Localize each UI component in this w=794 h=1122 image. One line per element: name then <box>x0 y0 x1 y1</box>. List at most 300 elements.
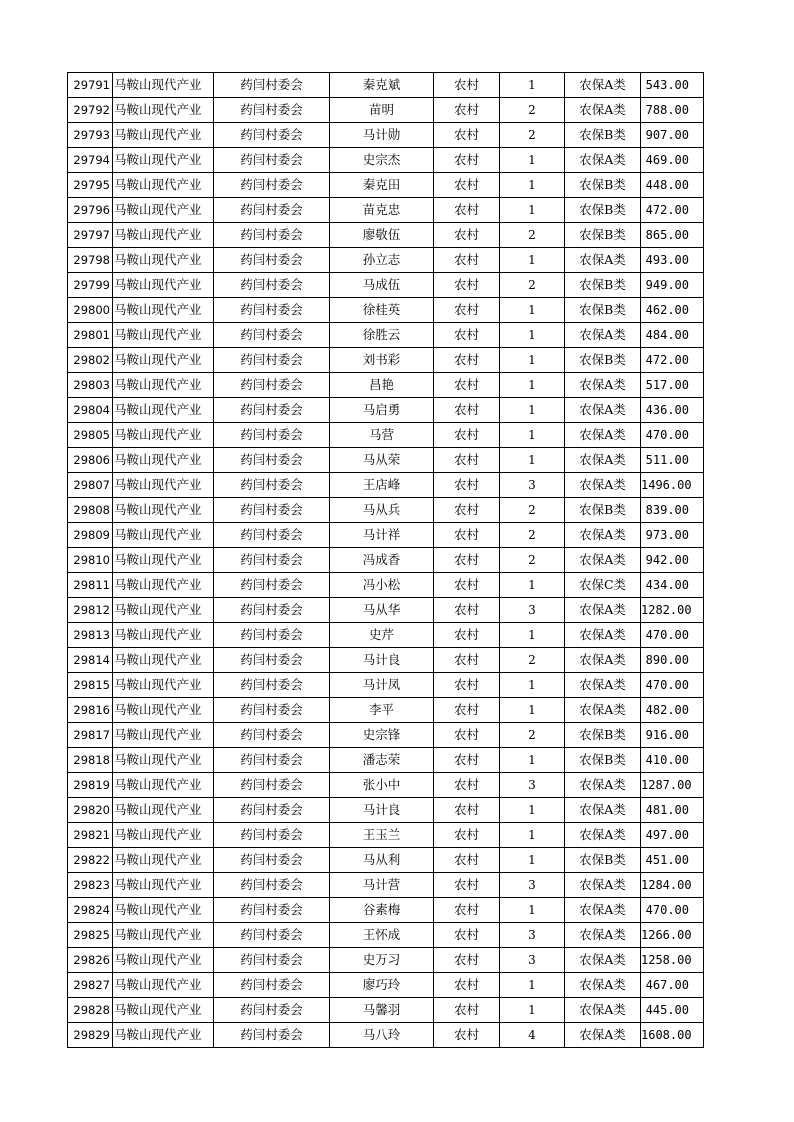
name-cell: 马营 <box>330 423 434 448</box>
table-row <box>68 823 704 848</box>
household-type-cell: 农村 <box>434 398 500 423</box>
household-type-cell: 农村 <box>434 523 500 548</box>
record-id: 29820 <box>68 798 113 823</box>
household-type-cell: 农村 <box>434 123 500 148</box>
name-cell: 廖巧玲 <box>330 973 434 998</box>
name-cell: 王玉兰 <box>330 823 434 848</box>
record-id: 29810 <box>68 548 113 573</box>
category-cell: 农保A类 <box>565 98 641 123</box>
table-row <box>68 373 704 398</box>
amount-cell: 462.00 <box>641 298 704 323</box>
table-row <box>68 398 704 423</box>
name-cell: 马从华 <box>330 598 434 623</box>
township-cell: 马鞍山现代产业 <box>113 773 214 798</box>
record-id: 29827 <box>68 973 113 998</box>
category-cell: 农保A类 <box>565 1023 641 1048</box>
category-cell: 农保B类 <box>565 298 641 323</box>
table-row <box>68 298 704 323</box>
village-committee-cell: 药闫村委会 <box>214 898 330 923</box>
category-cell: 农保A类 <box>565 523 641 548</box>
household-type-cell: 农村 <box>434 723 500 748</box>
amount-cell: 470.00 <box>641 898 704 923</box>
township-cell: 马鞍山现代产业 <box>113 573 214 598</box>
household-type-cell: 农村 <box>434 823 500 848</box>
roster-table <box>67 72 704 1048</box>
household-type-cell: 农村 <box>434 73 500 98</box>
table-row <box>68 73 704 98</box>
amount-cell: 445.00 <box>641 998 704 1023</box>
member-count-cell: 2 <box>500 273 565 298</box>
category-cell: 农保C类 <box>565 573 641 598</box>
record-id: 29798 <box>68 248 113 273</box>
table-row <box>68 473 704 498</box>
household-type-cell: 农村 <box>434 248 500 273</box>
category-cell: 农保B类 <box>565 198 641 223</box>
table-row <box>68 273 704 298</box>
name-cell: 张小中 <box>330 773 434 798</box>
record-id: 29818 <box>68 748 113 773</box>
member-count-cell: 2 <box>500 523 565 548</box>
amount-cell: 1266.00 <box>641 923 704 948</box>
table-row <box>68 423 704 448</box>
village-committee-cell: 药闫村委会 <box>214 123 330 148</box>
record-id: 29819 <box>68 773 113 798</box>
household-type-cell: 农村 <box>434 948 500 973</box>
category-cell: 农保B类 <box>565 173 641 198</box>
record-id: 29817 <box>68 723 113 748</box>
table-row <box>68 648 704 673</box>
member-count-cell: 1 <box>500 298 565 323</box>
category-cell: 农保A类 <box>565 798 641 823</box>
township-cell: 马鞍山现代产业 <box>113 373 214 398</box>
name-cell: 潘志荣 <box>330 748 434 773</box>
township-cell: 马鞍山现代产业 <box>113 248 214 273</box>
member-count-cell: 3 <box>500 873 565 898</box>
name-cell: 谷素梅 <box>330 898 434 923</box>
village-committee-cell: 药闫村委会 <box>214 423 330 448</box>
name-cell: 马八玲 <box>330 1023 434 1048</box>
village-committee-cell: 药闫村委会 <box>214 73 330 98</box>
village-committee-cell: 药闫村委会 <box>214 173 330 198</box>
household-type-cell: 农村 <box>434 298 500 323</box>
category-cell: 农保B类 <box>565 748 641 773</box>
table-row <box>68 673 704 698</box>
category-cell: 农保A类 <box>565 998 641 1023</box>
amount-cell: 517.00 <box>641 373 704 398</box>
household-type-cell: 农村 <box>434 673 500 698</box>
record-id: 29825 <box>68 923 113 948</box>
household-type-cell: 农村 <box>434 773 500 798</box>
amount-cell: 481.00 <box>641 798 704 823</box>
township-cell: 马鞍山现代产业 <box>113 598 214 623</box>
name-cell: 李平 <box>330 698 434 723</box>
category-cell: 农保A类 <box>565 923 641 948</box>
table-row <box>68 573 704 598</box>
name-cell: 秦克斌 <box>330 73 434 98</box>
amount-cell: 1496.00 <box>641 473 704 498</box>
household-type-cell: 农村 <box>434 448 500 473</box>
household-type-cell: 农村 <box>434 598 500 623</box>
table-row <box>68 598 704 623</box>
roster-body <box>68 73 704 1048</box>
table-row <box>68 123 704 148</box>
member-count-cell: 2 <box>500 498 565 523</box>
record-id: 29813 <box>68 623 113 648</box>
name-cell: 昌艳 <box>330 373 434 398</box>
record-id: 29802 <box>68 348 113 373</box>
household-type-cell: 农村 <box>434 698 500 723</box>
table-row <box>68 798 704 823</box>
record-id: 29815 <box>68 673 113 698</box>
member-count-cell: 3 <box>500 598 565 623</box>
category-cell: 农保B类 <box>565 848 641 873</box>
amount-cell: 469.00 <box>641 148 704 173</box>
amount-cell: 467.00 <box>641 973 704 998</box>
name-cell: 秦克田 <box>330 173 434 198</box>
village-committee-cell: 药闫村委会 <box>214 873 330 898</box>
amount-cell: 410.00 <box>641 748 704 773</box>
member-count-cell: 2 <box>500 723 565 748</box>
table-row <box>68 623 704 648</box>
member-count-cell: 1 <box>500 323 565 348</box>
category-cell: 农保A类 <box>565 448 641 473</box>
name-cell: 史宗锋 <box>330 723 434 748</box>
record-id: 29804 <box>68 398 113 423</box>
township-cell: 马鞍山现代产业 <box>113 673 214 698</box>
household-type-cell: 农村 <box>434 848 500 873</box>
amount-cell: 470.00 <box>641 623 704 648</box>
category-cell: 农保A类 <box>565 648 641 673</box>
member-count-cell: 1 <box>500 198 565 223</box>
table-row <box>68 498 704 523</box>
township-cell: 马鞍山现代产业 <box>113 848 214 873</box>
table-row <box>68 348 704 373</box>
household-type-cell: 农村 <box>434 923 500 948</box>
record-id: 29794 <box>68 148 113 173</box>
township-cell: 马鞍山现代产业 <box>113 523 214 548</box>
township-cell: 马鞍山现代产业 <box>113 898 214 923</box>
village-committee-cell: 药闫村委会 <box>214 273 330 298</box>
village-committee-cell: 药闫村委会 <box>214 973 330 998</box>
member-count-cell: 1 <box>500 573 565 598</box>
amount-cell: 484.00 <box>641 323 704 348</box>
category-cell: 农保B类 <box>565 498 641 523</box>
household-type-cell: 农村 <box>434 548 500 573</box>
township-cell: 马鞍山现代产业 <box>113 423 214 448</box>
village-committee-cell: 药闫村委会 <box>214 848 330 873</box>
household-type-cell: 农村 <box>434 473 500 498</box>
household-type-cell: 农村 <box>434 1023 500 1048</box>
category-cell: 农保A类 <box>565 623 641 648</box>
household-type-cell: 农村 <box>434 648 500 673</box>
amount-cell: 1284.00 <box>641 873 704 898</box>
member-count-cell: 2 <box>500 648 565 673</box>
record-id: 29822 <box>68 848 113 873</box>
household-type-cell: 农村 <box>434 623 500 648</box>
table-row <box>68 973 704 998</box>
table-row <box>68 848 704 873</box>
category-cell: 农保A类 <box>565 948 641 973</box>
amount-cell: 890.00 <box>641 648 704 673</box>
township-cell: 马鞍山现代产业 <box>113 448 214 473</box>
township-cell: 马鞍山现代产业 <box>113 698 214 723</box>
member-count-cell: 1 <box>500 73 565 98</box>
member-count-cell: 1 <box>500 748 565 773</box>
member-count-cell: 2 <box>500 123 565 148</box>
name-cell: 马计勋 <box>330 123 434 148</box>
amount-cell: 482.00 <box>641 698 704 723</box>
member-count-cell: 2 <box>500 98 565 123</box>
table-row <box>68 873 704 898</box>
member-count-cell: 1 <box>500 448 565 473</box>
record-id: 29793 <box>68 123 113 148</box>
village-committee-cell: 药闫村委会 <box>214 323 330 348</box>
table-row <box>68 548 704 573</box>
table-row <box>68 98 704 123</box>
township-cell: 马鞍山现代产业 <box>113 723 214 748</box>
category-cell: 农保A类 <box>565 423 641 448</box>
table-row <box>68 998 704 1023</box>
township-cell: 马鞍山现代产业 <box>113 548 214 573</box>
amount-cell: 973.00 <box>641 523 704 548</box>
township-cell: 马鞍山现代产业 <box>113 948 214 973</box>
name-cell: 徐胜云 <box>330 323 434 348</box>
village-committee-cell: 药闫村委会 <box>214 348 330 373</box>
township-cell: 马鞍山现代产业 <box>113 998 214 1023</box>
township-cell: 马鞍山现代产业 <box>113 173 214 198</box>
record-id: 29803 <box>68 373 113 398</box>
village-committee-cell: 药闫村委会 <box>214 798 330 823</box>
township-cell: 马鞍山现代产业 <box>113 273 214 298</box>
record-id: 29826 <box>68 948 113 973</box>
member-count-cell: 1 <box>500 148 565 173</box>
township-cell: 马鞍山现代产业 <box>113 398 214 423</box>
village-committee-cell: 药闫村委会 <box>214 598 330 623</box>
category-cell: 农保B类 <box>565 723 641 748</box>
member-count-cell: 4 <box>500 1023 565 1048</box>
member-count-cell: 1 <box>500 698 565 723</box>
table-row <box>68 948 704 973</box>
record-id: 29806 <box>68 448 113 473</box>
household-type-cell: 农村 <box>434 173 500 198</box>
township-cell: 马鞍山现代产业 <box>113 123 214 148</box>
category-cell: 农保A类 <box>565 548 641 573</box>
record-id: 29797 <box>68 223 113 248</box>
amount-cell: 497.00 <box>641 823 704 848</box>
record-id: 29800 <box>68 298 113 323</box>
category-cell: 农保A类 <box>565 248 641 273</box>
township-cell: 马鞍山现代产业 <box>113 823 214 848</box>
amount-cell: 448.00 <box>641 173 704 198</box>
township-cell: 马鞍山现代产业 <box>113 873 214 898</box>
record-id: 29807 <box>68 473 113 498</box>
village-committee-cell: 药闫村委会 <box>214 148 330 173</box>
table-row <box>68 773 704 798</box>
name-cell: 冯成香 <box>330 548 434 573</box>
member-count-cell: 3 <box>500 948 565 973</box>
amount-cell: 511.00 <box>641 448 704 473</box>
village-committee-cell: 药闫村委会 <box>214 998 330 1023</box>
table-row <box>68 723 704 748</box>
record-id: 29795 <box>68 173 113 198</box>
village-committee-cell: 药闫村委会 <box>214 648 330 673</box>
name-cell: 廖敬伍 <box>330 223 434 248</box>
name-cell: 马计凤 <box>330 673 434 698</box>
amount-cell: 472.00 <box>641 348 704 373</box>
amount-cell: 543.00 <box>641 73 704 98</box>
member-count-cell: 3 <box>500 773 565 798</box>
village-committee-cell: 药闫村委会 <box>214 373 330 398</box>
name-cell: 孙立志 <box>330 248 434 273</box>
township-cell: 马鞍山现代产业 <box>113 1023 214 1048</box>
category-cell: 农保A类 <box>565 148 641 173</box>
record-id: 29823 <box>68 873 113 898</box>
category-cell: 农保A类 <box>565 398 641 423</box>
record-id: 29828 <box>68 998 113 1023</box>
township-cell: 马鞍山现代产业 <box>113 798 214 823</box>
household-type-cell: 农村 <box>434 98 500 123</box>
record-id: 29812 <box>68 598 113 623</box>
member-count-cell: 2 <box>500 548 565 573</box>
household-type-cell: 农村 <box>434 373 500 398</box>
amount-cell: 451.00 <box>641 848 704 873</box>
table-row <box>68 748 704 773</box>
name-cell: 马从荣 <box>330 448 434 473</box>
household-type-cell: 农村 <box>434 423 500 448</box>
amount-cell: 1282.00 <box>641 598 704 623</box>
township-cell: 马鞍山现代产业 <box>113 298 214 323</box>
township-cell: 马鞍山现代产业 <box>113 148 214 173</box>
household-type-cell: 农村 <box>434 273 500 298</box>
member-count-cell: 1 <box>500 423 565 448</box>
table-row <box>68 698 704 723</box>
record-id: 29816 <box>68 698 113 723</box>
name-cell: 徐桂英 <box>330 298 434 323</box>
village-committee-cell: 药闫村委会 <box>214 948 330 973</box>
record-id: 29809 <box>68 523 113 548</box>
member-count-cell: 3 <box>500 473 565 498</box>
village-committee-cell: 药闫村委会 <box>214 723 330 748</box>
amount-cell: 942.00 <box>641 548 704 573</box>
record-id: 29814 <box>68 648 113 673</box>
village-committee-cell: 药闫村委会 <box>214 823 330 848</box>
name-cell: 马启勇 <box>330 398 434 423</box>
member-count-cell: 1 <box>500 173 565 198</box>
member-count-cell: 3 <box>500 923 565 948</box>
amount-cell: 434.00 <box>641 573 704 598</box>
village-committee-cell: 药闫村委会 <box>214 298 330 323</box>
member-count-cell: 1 <box>500 348 565 373</box>
table-row <box>68 898 704 923</box>
table-row <box>68 523 704 548</box>
amount-cell: 436.00 <box>641 398 704 423</box>
record-id: 29799 <box>68 273 113 298</box>
record-id: 29811 <box>68 573 113 598</box>
record-id: 29792 <box>68 98 113 123</box>
household-type-cell: 农村 <box>434 198 500 223</box>
name-cell: 马从利 <box>330 848 434 873</box>
township-cell: 马鞍山现代产业 <box>113 98 214 123</box>
name-cell: 苗克忠 <box>330 198 434 223</box>
township-cell: 马鞍山现代产业 <box>113 348 214 373</box>
amount-cell: 1258.00 <box>641 948 704 973</box>
record-id: 29801 <box>68 323 113 348</box>
township-cell: 马鞍山现代产业 <box>113 648 214 673</box>
record-id: 29808 <box>68 498 113 523</box>
village-committee-cell: 药闫村委会 <box>214 248 330 273</box>
name-cell: 冯小松 <box>330 573 434 598</box>
category-cell: 农保A类 <box>565 323 641 348</box>
record-id: 29824 <box>68 898 113 923</box>
table-row <box>68 448 704 473</box>
household-type-cell: 农村 <box>434 973 500 998</box>
household-type-cell: 农村 <box>434 748 500 773</box>
amount-cell: 907.00 <box>641 123 704 148</box>
village-committee-cell: 药闫村委会 <box>214 923 330 948</box>
name-cell: 王店峰 <box>330 473 434 498</box>
township-cell: 马鞍山现代产业 <box>113 323 214 348</box>
name-cell: 马计良 <box>330 798 434 823</box>
amount-cell: 788.00 <box>641 98 704 123</box>
record-id: 29791 <box>68 73 113 98</box>
name-cell: 刘书彩 <box>330 348 434 373</box>
township-cell: 马鞍山现代产业 <box>113 623 214 648</box>
member-count-cell: 1 <box>500 373 565 398</box>
amount-cell: 1608.00 <box>641 1023 704 1048</box>
category-cell: 农保A类 <box>565 473 641 498</box>
member-count-cell: 1 <box>500 398 565 423</box>
township-cell: 马鞍山现代产业 <box>113 973 214 998</box>
member-count-cell: 1 <box>500 823 565 848</box>
village-committee-cell: 药闫村委会 <box>214 198 330 223</box>
member-count-cell: 1 <box>500 848 565 873</box>
township-cell: 马鞍山现代产业 <box>113 923 214 948</box>
category-cell: 农保A类 <box>565 773 641 798</box>
village-committee-cell: 药闫村委会 <box>214 748 330 773</box>
category-cell: 农保B类 <box>565 223 641 248</box>
member-count-cell: 1 <box>500 798 565 823</box>
member-count-cell: 2 <box>500 223 565 248</box>
category-cell: 农保B类 <box>565 348 641 373</box>
village-committee-cell: 药闫村委会 <box>214 1023 330 1048</box>
amount-cell: 493.00 <box>641 248 704 273</box>
name-cell: 马计祥 <box>330 523 434 548</box>
household-type-cell: 农村 <box>434 223 500 248</box>
township-cell: 马鞍山现代产业 <box>113 498 214 523</box>
household-type-cell: 农村 <box>434 573 500 598</box>
name-cell: 马计良 <box>330 648 434 673</box>
village-committee-cell: 药闫村委会 <box>214 773 330 798</box>
category-cell: 农保A类 <box>565 898 641 923</box>
village-committee-cell: 药闫村委会 <box>214 548 330 573</box>
household-type-cell: 农村 <box>434 798 500 823</box>
member-count-cell: 1 <box>500 998 565 1023</box>
table-row <box>68 223 704 248</box>
household-type-cell: 农村 <box>434 148 500 173</box>
category-cell: 农保B类 <box>565 273 641 298</box>
village-committee-cell: 药闫村委会 <box>214 473 330 498</box>
village-committee-cell: 药闫村委会 <box>214 223 330 248</box>
household-type-cell: 农村 <box>434 348 500 373</box>
table-row <box>68 173 704 198</box>
household-type-cell: 农村 <box>434 873 500 898</box>
village-committee-cell: 药闫村委会 <box>214 498 330 523</box>
township-cell: 马鞍山现代产业 <box>113 748 214 773</box>
table-row <box>68 923 704 948</box>
name-cell: 马从兵 <box>330 498 434 523</box>
member-count-cell: 1 <box>500 973 565 998</box>
village-committee-cell: 药闫村委会 <box>214 448 330 473</box>
